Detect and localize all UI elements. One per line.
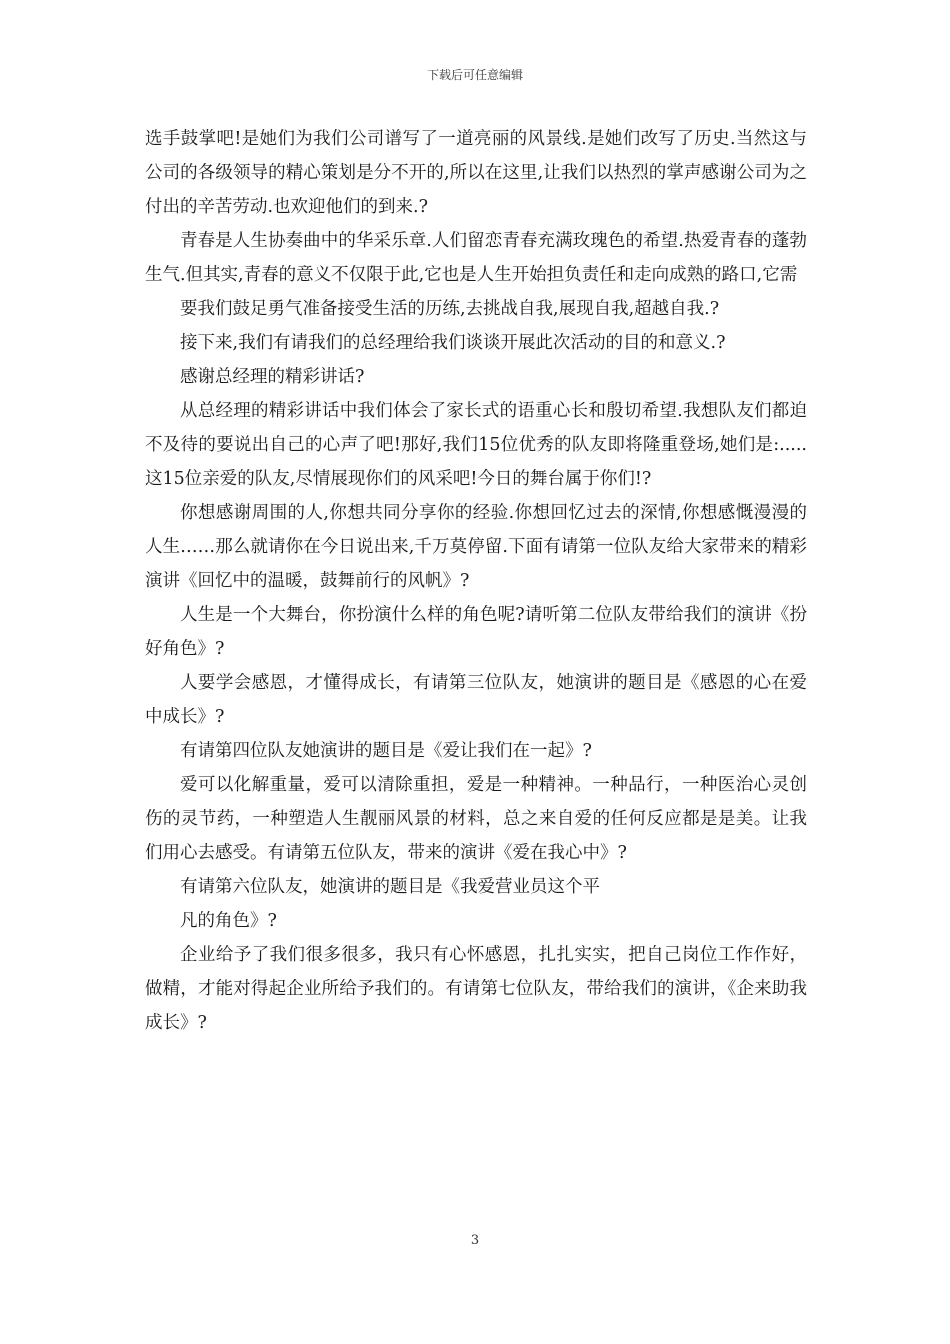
page-header: 下载后可任意编辑	[426, 68, 523, 82]
paragraph: 人生是一个大舞台，你扮演什么样的角色呢?请听第二位队友带给我们的演讲《扮好角色》?	[145, 605, 807, 659]
page-number: 3	[470, 1233, 480, 1248]
paragraph: 青春是人生协奏曲中的华采乐章.人们留恋青春充满玫瑰色的希望.热爱青春的蓬勃生气.但其实,青春的意义不仅限于此,它也是人生开始担负责任和走向成熟的路口,它需	[145, 231, 807, 285]
document-body	[145, 122, 807, 1040]
paragraph: 选手鼓掌吧!是她们为我们公司谱写了一道亮丽的风景线.是她们改写了历史.当然这与公司的各级领导的精心策划是分不开的,所以在这里,让我们以热烈的掌声感谢公司为之付出的辛苦劳动.也欢迎他们的到来.?	[145, 129, 807, 217]
paragraph: 要我们鼓足勇气准备接受生活的历练,去挑战自我,展现自我,超越自我.?	[180, 299, 720, 319]
paragraph: 你想感谢周围的人,你想共同分享你的经验.你想回忆过去的深情,你想感慨漫漫的人生……那么就请你在今日说出来,千万莫停留.下面有请第一位队友给大家带来的精彩演讲《回忆中的温暖，鼓舞前行的风帆》?	[145, 503, 807, 591]
paragraph: 有请第四位队友她演讲的题目是《爱让我们在一起》?	[180, 741, 592, 761]
paragraph: 企业给予了我们很多很多，我只有心怀感恩，扎扎实实，把自己岗位工作作好，做精，才能对得起企业所给予我们的。有请第七位队友，带给我们的演讲，《企来助我成长》?	[145, 945, 807, 1033]
paragraph: 接下来,我们有请我们的总经理给我们谈谈开展此次活动的目的和意义.?	[180, 333, 726, 353]
paragraph: 有请第六位队友，她演讲的题目是《我爱营业员这个平	[180, 877, 600, 897]
paragraph: 感谢总经理的精彩讲话?	[180, 367, 365, 387]
paragraph: 爱可以化解重量，爱可以清除重担，爱是一种精神。一种品行，一种医治心灵创伤的灵节药，一种塑造人生靓丽风景的材料，总之来自爱的任何反应都是是美。让我们用心去感受。有请第五位队友，带来的演讲《爱在我心中》?	[145, 775, 807, 863]
paragraph: 从总经理的精彩讲话中我们体会了家长式的语重心长和殷切希望.我想队友们都迫不及待的要说出自己的心声了吧!那好,我们15位优秀的队友即将隆重登场,她们是:.....这15位亲爱的队友,尽情展现你们的风采吧!今日的舞台属于你们!?	[145, 401, 807, 489]
paragraph: 人要学会感恩，才懂得成长，有请第三位队友，她演讲的题目是《感恩的心在爱中成长》?	[145, 673, 807, 727]
paragraph: 凡的角色》?	[180, 911, 277, 931]
